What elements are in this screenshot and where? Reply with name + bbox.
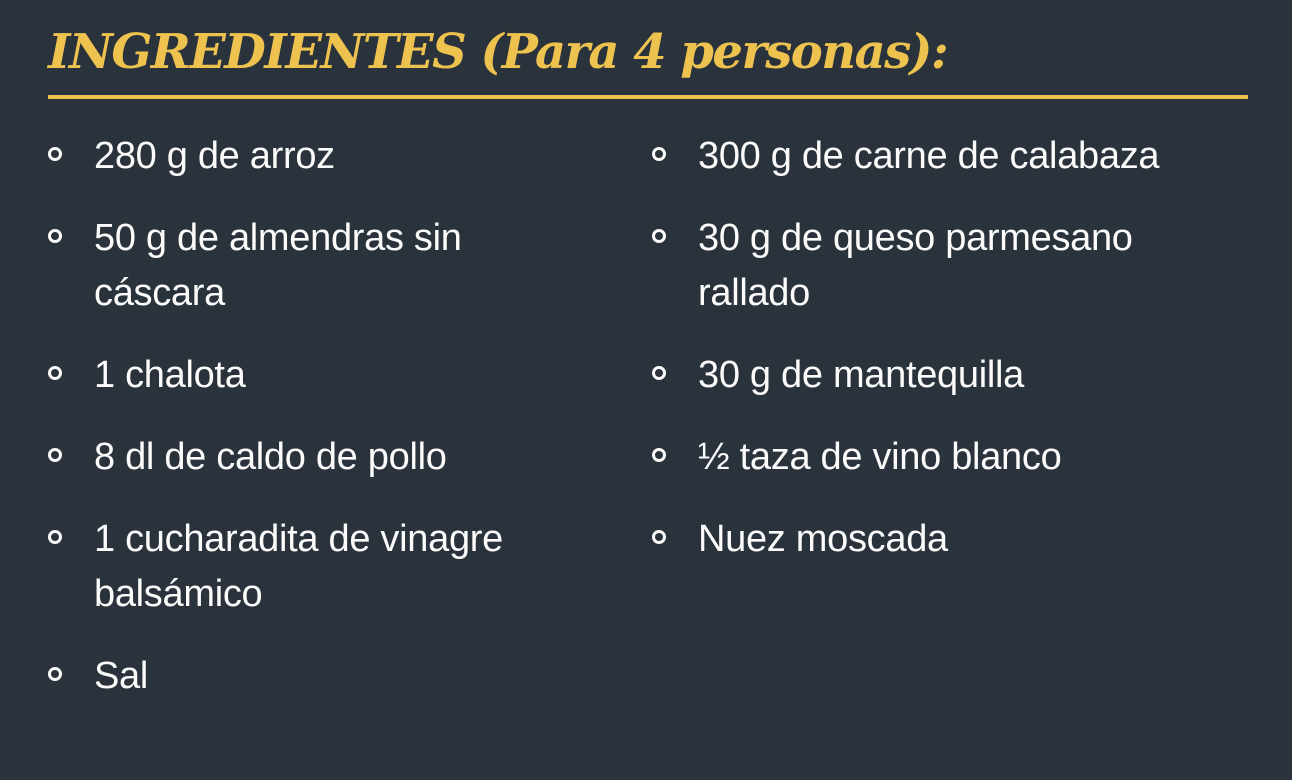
ingredient-item <box>48 649 652 704</box>
bullet-circle-icon <box>652 366 666 380</box>
ingredient-text: 50 g de almendras sin cáscara <box>94 216 462 314</box>
ingredient-text: 30 g de mantequilla <box>698 353 1024 396</box>
ingredient-text: 8 dl de caldo de pollo <box>94 435 447 478</box>
ingredients-column-left <box>48 129 652 731</box>
title-underline <box>48 95 1248 99</box>
ingredient-item <box>652 348 1250 403</box>
ingredients-column-right <box>652 129 1250 731</box>
bullet-circle-icon <box>652 530 666 544</box>
ingredient-item <box>48 430 652 485</box>
bullet-circle-icon <box>652 448 666 462</box>
ingredient-text: Sal <box>94 654 149 697</box>
ingredient-text: ½ taza de vino blanco <box>698 435 1062 478</box>
ingredient-item <box>652 129 1250 184</box>
ingredient-item <box>48 348 652 403</box>
ingredient-item <box>48 129 652 184</box>
bullet-circle-icon <box>48 448 62 462</box>
bullet-circle-icon <box>48 667 62 681</box>
bullet-circle-icon <box>652 147 666 161</box>
ingredient-text: 300 g de carne de calabaza <box>698 134 1160 177</box>
section-title: INGREDIENTES (Para 4 personas): <box>48 24 948 80</box>
bullet-circle-icon <box>652 229 666 243</box>
ingredient-text: 1 chalota <box>94 353 246 396</box>
ingredient-item <box>652 211 1250 321</box>
ingredient-item <box>652 512 1250 567</box>
ingredient-text: 30 g de queso parmesano rallado <box>698 216 1133 314</box>
ingredient-text: Nuez moscada <box>698 517 948 560</box>
ingredient-item <box>48 211 652 321</box>
ingredient-text: 1 cucharadita de vinagre balsámico <box>94 517 503 615</box>
bullet-circle-icon <box>48 530 62 544</box>
bullet-circle-icon <box>48 147 62 161</box>
ingredient-text: 280 g de arroz <box>94 134 335 177</box>
bullet-circle-icon <box>48 229 62 243</box>
ingredient-item <box>652 430 1250 485</box>
ingredient-item <box>48 512 652 622</box>
ingredients-columns <box>48 129 1250 731</box>
bullet-circle-icon <box>48 366 62 380</box>
